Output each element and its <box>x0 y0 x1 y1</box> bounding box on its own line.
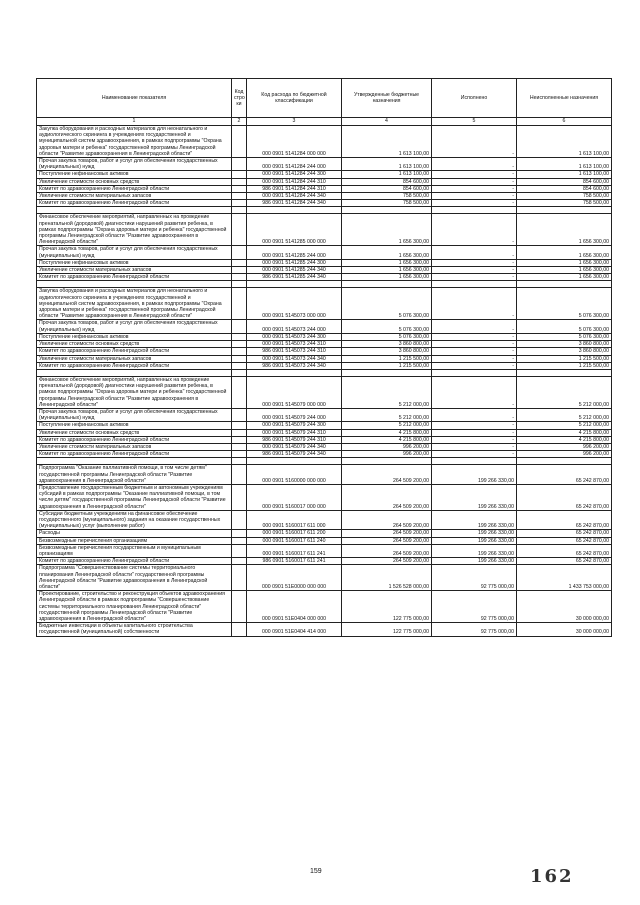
row-line-cell <box>232 158 247 171</box>
row-executed-cell: 92 775 000,00 <box>432 623 517 636</box>
row-name-cell: Увеличение стоимости основных средств <box>37 341 232 348</box>
row-name-cell: Увеличение стоимости материальных запасов <box>37 267 232 274</box>
row-executed-cell: - <box>432 259 517 266</box>
table-row <box>37 200 612 207</box>
row-approved-cell: 122 775 000,00 <box>342 591 432 623</box>
row-name-cell: Безвозмездные перечисления организациям <box>37 537 232 544</box>
col-number: 2 <box>232 118 247 126</box>
spacer-cell <box>247 369 342 376</box>
row-unexecuted-cell: 1 613 100,00 <box>517 126 612 158</box>
row-line-cell <box>232 544 247 557</box>
table-row <box>37 510 612 530</box>
row-budget-code-cell: 000 0901 5145073 244 300 <box>247 333 342 340</box>
row-approved-cell: 264 509 200,00 <box>342 558 432 565</box>
row-unexecuted-cell: 5 212 000,00 <box>517 408 612 421</box>
spacer-row <box>37 458 612 465</box>
spacer-row <box>37 207 612 214</box>
row-budget-code-cell: 000 0901 5160017 611 200 <box>247 530 342 537</box>
row-unexecuted-cell: 854 600,00 <box>517 178 612 185</box>
row-approved-cell: 1 613 100,00 <box>342 158 432 171</box>
row-unexecuted-cell: 5 076 300,00 <box>517 320 612 333</box>
row-budget-code-cell: 986 0901 5145079 244 340 <box>247 451 342 458</box>
header-approved: Утвержденные бюджетные назначения <box>342 79 432 118</box>
row-executed-cell: - <box>432 158 517 171</box>
spacer-cell <box>342 281 432 288</box>
row-line-cell <box>232 443 247 450</box>
row-line-cell <box>232 465 247 485</box>
col-number: 6 <box>517 118 612 126</box>
row-budget-code-cell: 986 0901 5160017 611 241 <box>247 558 342 565</box>
row-executed-cell: - <box>432 193 517 200</box>
row-executed-cell: - <box>432 246 517 259</box>
row-name-cell: Комитет по здравоохранению Ленинградской области <box>37 451 232 458</box>
row-executed-cell: - <box>432 171 517 178</box>
row-unexecuted-cell: 30 000 000,00 <box>517 623 612 636</box>
row-budget-code-cell: 000 0901 5145073 244 310 <box>247 341 342 348</box>
row-approved-cell: 1 613 100,00 <box>342 171 432 178</box>
spacer-cell <box>342 369 432 376</box>
table-row <box>37 274 612 281</box>
row-unexecuted-cell: 1 656 300,00 <box>517 259 612 266</box>
row-executed-cell: - <box>432 178 517 185</box>
table-row <box>37 178 612 185</box>
row-line-cell <box>232 341 247 348</box>
row-executed-cell: - <box>432 408 517 421</box>
spacer-cell <box>37 458 232 465</box>
row-unexecuted-cell: 854 600,00 <box>517 185 612 192</box>
table-row <box>37 259 612 266</box>
row-budget-code-cell: 000 0901 5141284 244 310 <box>247 178 342 185</box>
spacer-cell <box>232 207 247 214</box>
row-executed-cell: - <box>432 376 517 408</box>
row-budget-code-cell: 986 0901 5145073 244 340 <box>247 362 342 369</box>
row-approved-cell: 4 215 800,00 <box>342 436 432 443</box>
row-unexecuted-cell: 996 200,00 <box>517 443 612 450</box>
row-budget-code-cell: 000 0901 5141284 244 000 <box>247 158 342 171</box>
row-executed-cell: - <box>432 126 517 158</box>
row-unexecuted-cell: 5 076 300,00 <box>517 288 612 320</box>
spacer-cell <box>37 207 232 214</box>
row-executed-cell: - <box>432 451 517 458</box>
row-unexecuted-cell: 65 242 870,00 <box>517 510 612 530</box>
row-budget-code-cell: 000 0901 5160000 000 000 <box>247 465 342 485</box>
table-row <box>37 362 612 369</box>
row-budget-code-cell: 000 0901 5141285 244 000 <box>247 246 342 259</box>
row-unexecuted-cell: 65 242 870,00 <box>517 530 612 537</box>
row-approved-cell: 264 509 200,00 <box>342 510 432 530</box>
table-row <box>37 214 612 246</box>
spacer-row <box>37 369 612 376</box>
row-unexecuted-cell: 3 860 800,00 <box>517 348 612 355</box>
row-name-cell: Комитет по здравоохранению Ленинградской области <box>37 558 232 565</box>
table-row <box>37 158 612 171</box>
row-unexecuted-cell: 4 215 800,00 <box>517 429 612 436</box>
row-budget-code-cell: 000 0901 51E0404 414 000 <box>247 623 342 636</box>
row-executed-cell: - <box>432 355 517 362</box>
row-executed-cell: 199 266 330,00 <box>432 530 517 537</box>
spacer-cell <box>517 281 612 288</box>
row-unexecuted-cell: 5 076 300,00 <box>517 333 612 340</box>
row-budget-code-cell: 000 0901 5145073 244 000 <box>247 320 342 333</box>
row-line-cell <box>232 274 247 281</box>
row-executed-cell: - <box>432 333 517 340</box>
col-number: 4 <box>342 118 432 126</box>
row-budget-code-cell: 000 0901 5141284 244 300 <box>247 171 342 178</box>
row-unexecuted-cell: 65 242 870,00 <box>517 484 612 510</box>
table-row <box>37 429 612 436</box>
spacer-cell <box>432 369 517 376</box>
row-approved-cell: 1 613 100,00 <box>342 126 432 158</box>
row-unexecuted-cell: 996 200,00 <box>517 451 612 458</box>
row-line-cell <box>232 530 247 537</box>
row-budget-code-cell: 000 0901 5145079 000 000 <box>247 376 342 408</box>
row-line-cell <box>232 200 247 207</box>
table-row <box>37 341 612 348</box>
row-unexecuted-cell: 1 215 500,00 <box>517 355 612 362</box>
row-approved-cell: 122 775 000,00 <box>342 623 432 636</box>
row-approved-cell: 854 600,00 <box>342 178 432 185</box>
row-name-cell: Комитет по здравоохранению Ленинградской области <box>37 436 232 443</box>
row-unexecuted-cell: 65 242 870,00 <box>517 465 612 485</box>
row-unexecuted-cell: 758 500,00 <box>517 193 612 200</box>
header-indicator-name: Наименование показателя <box>37 79 232 118</box>
row-approved-cell: 1 656 300,00 <box>342 267 432 274</box>
row-line-cell <box>232 451 247 458</box>
row-budget-code-cell: 986 0901 5145079 244 310 <box>247 436 342 443</box>
table-row <box>37 348 612 355</box>
table-row <box>37 267 612 274</box>
spacer-cell <box>517 369 612 376</box>
table-row <box>37 558 612 565</box>
spacer-cell <box>342 458 432 465</box>
row-executed-cell: - <box>432 214 517 246</box>
spacer-cell <box>247 458 342 465</box>
spacer-cell <box>247 281 342 288</box>
row-executed-cell: - <box>432 341 517 348</box>
row-executed-cell: 199 266 330,00 <box>432 558 517 565</box>
row-unexecuted-cell: 1 656 300,00 <box>517 214 612 246</box>
row-approved-cell: 5 212 000,00 <box>342 376 432 408</box>
row-approved-cell: 264 509 200,00 <box>342 465 432 485</box>
col-number: 5 <box>432 118 517 126</box>
row-executed-cell: 199 266 330,00 <box>432 544 517 557</box>
row-executed-cell: 199 266 330,00 <box>432 537 517 544</box>
spacer-cell <box>232 281 247 288</box>
row-name-cell: Финансовое обеспечение мероприятий, направленных на проведение пренатальной (дородовой) диагностики нарушений развития ребенка, в рамках подпрограммы "Охрана здоровья матери и ребенка" государственной программы Ленинградской области "Развитие здравоохранения в Ленинградской области" <box>37 214 232 246</box>
row-executed-cell: 92 775 000,00 <box>432 591 517 623</box>
table-row <box>37 171 612 178</box>
row-line-cell <box>232 288 247 320</box>
row-approved-cell: 758 500,00 <box>342 200 432 207</box>
row-executed-cell: 199 266 330,00 <box>432 465 517 485</box>
row-unexecuted-cell: 1 613 100,00 <box>517 158 612 171</box>
col-number: 3 <box>247 118 342 126</box>
row-name-cell: Бюджетные инвестиции в объекты капитального строительства государственной (муниципальной) собственности <box>37 623 232 636</box>
column-number-row <box>37 118 612 126</box>
row-executed-cell: 199 266 330,00 <box>432 510 517 530</box>
row-executed-cell: - <box>432 422 517 429</box>
spacer-row <box>37 281 612 288</box>
header-line-code: Код стро ки <box>232 79 247 118</box>
spacer-cell <box>432 207 517 214</box>
spacer-cell <box>232 458 247 465</box>
table-row <box>37 537 612 544</box>
spacer-cell <box>247 207 342 214</box>
row-name-cell: Безвозмездные перечисления государственным и муниципальным организациям <box>37 544 232 557</box>
row-line-cell <box>232 537 247 544</box>
row-approved-cell: 1 656 300,00 <box>342 274 432 281</box>
table-row <box>37 408 612 421</box>
row-unexecuted-cell: 1 433 753 000,00 <box>517 565 612 591</box>
budget-table-sheet <box>36 78 611 637</box>
row-name-cell: Расходы <box>37 530 232 537</box>
row-approved-cell: 1 526 528 000,00 <box>342 565 432 591</box>
row-line-cell <box>232 355 247 362</box>
row-budget-code-cell: 000 0901 5160017 000 000 <box>247 484 342 510</box>
row-line-cell <box>232 558 247 565</box>
row-executed-cell: - <box>432 436 517 443</box>
row-approved-cell: 854 600,00 <box>342 185 432 192</box>
row-name-cell: Финансовое обеспечение мероприятий, направленных на проведение пренатальной (дородовой) диагностики нарушений развития ребенка, в рамках подпрограммы "Охрана здоровья матери и ребенка" государственной программы Ленинградской области "Развитие здравоохранения в Ленинградской области" <box>37 376 232 408</box>
spacer-cell <box>37 369 232 376</box>
row-budget-code-cell: 000 0901 5160017 611 241 <box>247 544 342 557</box>
row-line-cell <box>232 214 247 246</box>
row-unexecuted-cell: 4 215 800,00 <box>517 436 612 443</box>
table-row <box>37 484 612 510</box>
row-approved-cell: 1 656 300,00 <box>342 246 432 259</box>
table-row <box>37 333 612 340</box>
row-name-cell: Увеличение стоимости материальных запасов <box>37 355 232 362</box>
table-row <box>37 355 612 362</box>
row-executed-cell: 199 266 330,00 <box>432 484 517 510</box>
header-budget-code: Код расхода по бюджетной классификации <box>247 79 342 118</box>
row-executed-cell: 92 775 000,00 <box>432 565 517 591</box>
row-budget-code-cell: 000 0901 5145079 244 310 <box>247 429 342 436</box>
row-budget-code-cell: 000 0901 5141284 244 340 <box>247 193 342 200</box>
row-line-cell <box>232 422 247 429</box>
row-line-cell <box>232 348 247 355</box>
row-unexecuted-cell: 65 242 870,00 <box>517 544 612 557</box>
row-line-cell <box>232 429 247 436</box>
row-name-cell: Поступление нефинансовых активов <box>37 259 232 266</box>
row-budget-code-cell: 000 0901 5141284 000 000 <box>247 126 342 158</box>
page-number: 159 <box>310 868 322 875</box>
spacer-cell <box>432 458 517 465</box>
row-unexecuted-cell: 1 656 300,00 <box>517 274 612 281</box>
row-unexecuted-cell: 5 212 000,00 <box>517 376 612 408</box>
row-executed-cell: - <box>432 267 517 274</box>
row-budget-code-cell: 000 0901 5160017 611 240 <box>247 537 342 544</box>
spacer-cell <box>342 207 432 214</box>
row-unexecuted-cell: 65 242 870,00 <box>517 558 612 565</box>
row-executed-cell: - <box>432 288 517 320</box>
row-name-cell: Комитет по здравоохранению Ленинградской области <box>37 200 232 207</box>
row-line-cell <box>232 259 247 266</box>
row-approved-cell: 1 656 300,00 <box>342 214 432 246</box>
row-name-cell: Прочая закупка товаров, работ и услуг для обеспечения государственных (муниципальных) нужд <box>37 320 232 333</box>
row-line-cell <box>232 185 247 192</box>
row-approved-cell: 758 500,00 <box>342 193 432 200</box>
row-budget-code-cell: 000 0901 5145079 244 000 <box>247 408 342 421</box>
row-approved-cell: 5 076 300,00 <box>342 333 432 340</box>
row-executed-cell: - <box>432 443 517 450</box>
row-executed-cell: - <box>432 200 517 207</box>
row-name-cell: Подпрограмма "Оказание паллиативной помощи, в том числе детям" государственной программы Ленинградской области "Развитие здравоохранения в Ленинградской области" <box>37 465 232 485</box>
row-name-cell: Увеличение стоимости основных средств <box>37 178 232 185</box>
row-executed-cell: - <box>432 362 517 369</box>
row-name-cell: Закупка оборудования и расходных материалов для неонатального и аудиологического скрининга в учреждениях государственной и муниципальной систем здравоохранения, в рамках подпрограммы "Охрана здоровья матери и ребенка" государственной программы Ленинградской области "Развитие здравоохранения в Ленинградской области" <box>37 126 232 158</box>
row-approved-cell: 264 509 200,00 <box>342 530 432 537</box>
spacer-cell <box>517 458 612 465</box>
row-name-cell: Прочая закупка товаров, работ и услуг для обеспечения государственных (муниципальных) нужд <box>37 408 232 421</box>
row-budget-code-cell: 986 0901 5145073 244 310 <box>247 348 342 355</box>
table-body <box>37 126 612 637</box>
spacer-cell <box>37 281 232 288</box>
row-unexecuted-cell: 758 500,00 <box>517 200 612 207</box>
row-unexecuted-cell: 3 860 800,00 <box>517 341 612 348</box>
spacer-cell <box>517 207 612 214</box>
row-name-cell: Комитет по здравоохранению Ленинградской области <box>37 274 232 281</box>
row-name-cell: Поступление нефинансовых активов <box>37 171 232 178</box>
row-budget-code-cell: 000 0901 5145073 000 000 <box>247 288 342 320</box>
row-unexecuted-cell: 65 242 870,00 <box>517 537 612 544</box>
row-executed-cell: - <box>432 320 517 333</box>
row-line-cell <box>232 246 247 259</box>
table-row <box>37 376 612 408</box>
row-budget-code-cell: 986 0901 5141284 244 310 <box>247 185 342 192</box>
row-name-cell: Закупка оборудования и расходных материалов для неонатального и аудиологического скрининга в учреждениях государственной и муниципальной систем здравоохранения, в рамках подпрограммы "Охрана здоровья матери и ребенка" государственной программы Ленинградской области "Развитие здравоохранения в Ленинградской области" <box>37 288 232 320</box>
row-name-cell: Комитет по здравоохранению Ленинградской области <box>37 362 232 369</box>
row-approved-cell: 996 200,00 <box>342 443 432 450</box>
row-budget-code-cell: 000 0901 5145079 244 340 <box>247 443 342 450</box>
row-executed-cell: - <box>432 185 517 192</box>
row-name-cell: Предоставление государственным бюджетным и автономным учреждениям субсидий в рамках подпрограммы "Оказание паллиативной помощи, в том числе детям" государственной программы Ленинградской области "Развитие здравоохранения в Ленинградской области" <box>37 484 232 510</box>
row-name-cell: Прочая закупка товаров, работ и услуг для обеспечения государственных (муниципальных) нужд <box>37 158 232 171</box>
row-budget-code-cell: 000 0901 5141285 244 340 <box>247 267 342 274</box>
row-executed-cell: - <box>432 274 517 281</box>
table-row <box>37 126 612 158</box>
table-header-row <box>37 79 612 118</box>
row-approved-cell: 5 212 000,00 <box>342 408 432 421</box>
row-approved-cell: 3 860 800,00 <box>342 348 432 355</box>
table-row <box>37 288 612 320</box>
table-row <box>37 565 612 591</box>
row-unexecuted-cell: 30 000 000,00 <box>517 591 612 623</box>
table-row <box>37 320 612 333</box>
row-unexecuted-cell: 1 215 500,00 <box>517 362 612 369</box>
row-name-cell: Увеличение стоимости материальных запасов <box>37 193 232 200</box>
header-executed: Исполнено <box>432 79 517 118</box>
row-line-cell <box>232 333 247 340</box>
col-number: 1 <box>37 118 232 126</box>
row-line-cell <box>232 565 247 591</box>
row-line-cell <box>232 193 247 200</box>
row-name-cell: Проектирование, строительство и реконструкция объектов здравоохранения Ленинградской области в рамках подпрограммы "Совершенствование системы территориального планирования Ленинградской области" государственной программы Ленинградской области "Развитие здравоохранения в Ленинградской области" <box>37 591 232 623</box>
row-approved-cell: 264 509 200,00 <box>342 484 432 510</box>
row-approved-cell: 4 215 800,00 <box>342 429 432 436</box>
row-line-cell <box>232 436 247 443</box>
row-approved-cell: 5 076 300,00 <box>342 288 432 320</box>
row-name-cell: Комитет по здравоохранению Ленинградской области <box>37 185 232 192</box>
row-approved-cell: 5 076 300,00 <box>342 320 432 333</box>
table-row <box>37 530 612 537</box>
row-unexecuted-cell: 1 656 300,00 <box>517 246 612 259</box>
row-line-cell <box>232 591 247 623</box>
row-approved-cell: 5 212 000,00 <box>342 422 432 429</box>
row-budget-code-cell: 000 0901 5141285 000 000 <box>247 214 342 246</box>
table-row <box>37 436 612 443</box>
row-line-cell <box>232 178 247 185</box>
row-executed-cell: - <box>432 429 517 436</box>
row-budget-code-cell: 000 0901 51E0404 000 000 <box>247 591 342 623</box>
row-budget-code-cell: 986 0901 5141284 244 340 <box>247 200 342 207</box>
row-unexecuted-cell: 1 613 100,00 <box>517 171 612 178</box>
row-approved-cell: 996 200,00 <box>342 451 432 458</box>
row-line-cell <box>232 408 247 421</box>
row-budget-code-cell: 000 0901 5145079 244 300 <box>247 422 342 429</box>
table-row <box>37 623 612 636</box>
row-line-cell <box>232 484 247 510</box>
row-approved-cell: 264 509 200,00 <box>342 537 432 544</box>
row-unexecuted-cell: 5 212 000,00 <box>517 422 612 429</box>
row-approved-cell: 1 215 500,00 <box>342 355 432 362</box>
row-name-cell: Увеличение стоимости материальных запасов <box>37 443 232 450</box>
row-name-cell: Увеличение стоимости основных средств <box>37 429 232 436</box>
row-unexecuted-cell: 1 656 300,00 <box>517 267 612 274</box>
table-row <box>37 443 612 450</box>
row-name-cell: Подпрограмма "Совершенствование системы территориального планирования Ленинградской области" государственной программы Ленинградской области "Развитие здравоохранения в Ленинградской области" <box>37 565 232 591</box>
handwritten-stamp-number: 162 <box>530 866 574 887</box>
table-row <box>37 451 612 458</box>
table-row <box>37 246 612 259</box>
budget-execution-table <box>36 78 612 637</box>
row-name-cell: Поступление нефинансовых активов <box>37 333 232 340</box>
header-unexecuted: Неисполненные назначения <box>517 79 612 118</box>
row-name-cell: Прочая закупка товаров, работ и услуг для обеспечения государственных (муниципальных) нужд <box>37 246 232 259</box>
table-row <box>37 185 612 192</box>
row-executed-cell: - <box>432 348 517 355</box>
row-approved-cell: 1 656 300,00 <box>342 259 432 266</box>
spacer-cell <box>232 369 247 376</box>
row-budget-code-cell: 986 0901 5141285 244 340 <box>247 274 342 281</box>
row-line-cell <box>232 623 247 636</box>
row-name-cell: Субсидии бюджетным учреждениям на финансовое обеспечение государственного (муниципального) задания на оказание государственных (муниципальных) услуг (выполнение работ) <box>37 510 232 530</box>
table-row <box>37 193 612 200</box>
table-row <box>37 465 612 485</box>
row-budget-code-cell: 000 0901 5160017 611 000 <box>247 510 342 530</box>
table-row <box>37 422 612 429</box>
row-approved-cell: 264 509 200,00 <box>342 544 432 557</box>
row-line-cell <box>232 376 247 408</box>
row-line-cell <box>232 510 247 530</box>
row-line-cell <box>232 126 247 158</box>
row-budget-code-cell: 000 0901 51E0000 000 000 <box>247 565 342 591</box>
row-name-cell: Поступление нефинансовых активов <box>37 422 232 429</box>
row-approved-cell: 3 860 800,00 <box>342 341 432 348</box>
row-line-cell <box>232 267 247 274</box>
row-budget-code-cell: 000 0901 5141285 244 300 <box>247 259 342 266</box>
table-row <box>37 591 612 623</box>
row-line-cell <box>232 362 247 369</box>
row-name-cell: Комитет по здравоохранению Ленинградской области <box>37 348 232 355</box>
table-row <box>37 544 612 557</box>
spacer-cell <box>432 281 517 288</box>
row-budget-code-cell: 000 0901 5145073 244 340 <box>247 355 342 362</box>
row-line-cell <box>232 320 247 333</box>
row-line-cell <box>232 171 247 178</box>
row-approved-cell: 1 215 500,00 <box>342 362 432 369</box>
